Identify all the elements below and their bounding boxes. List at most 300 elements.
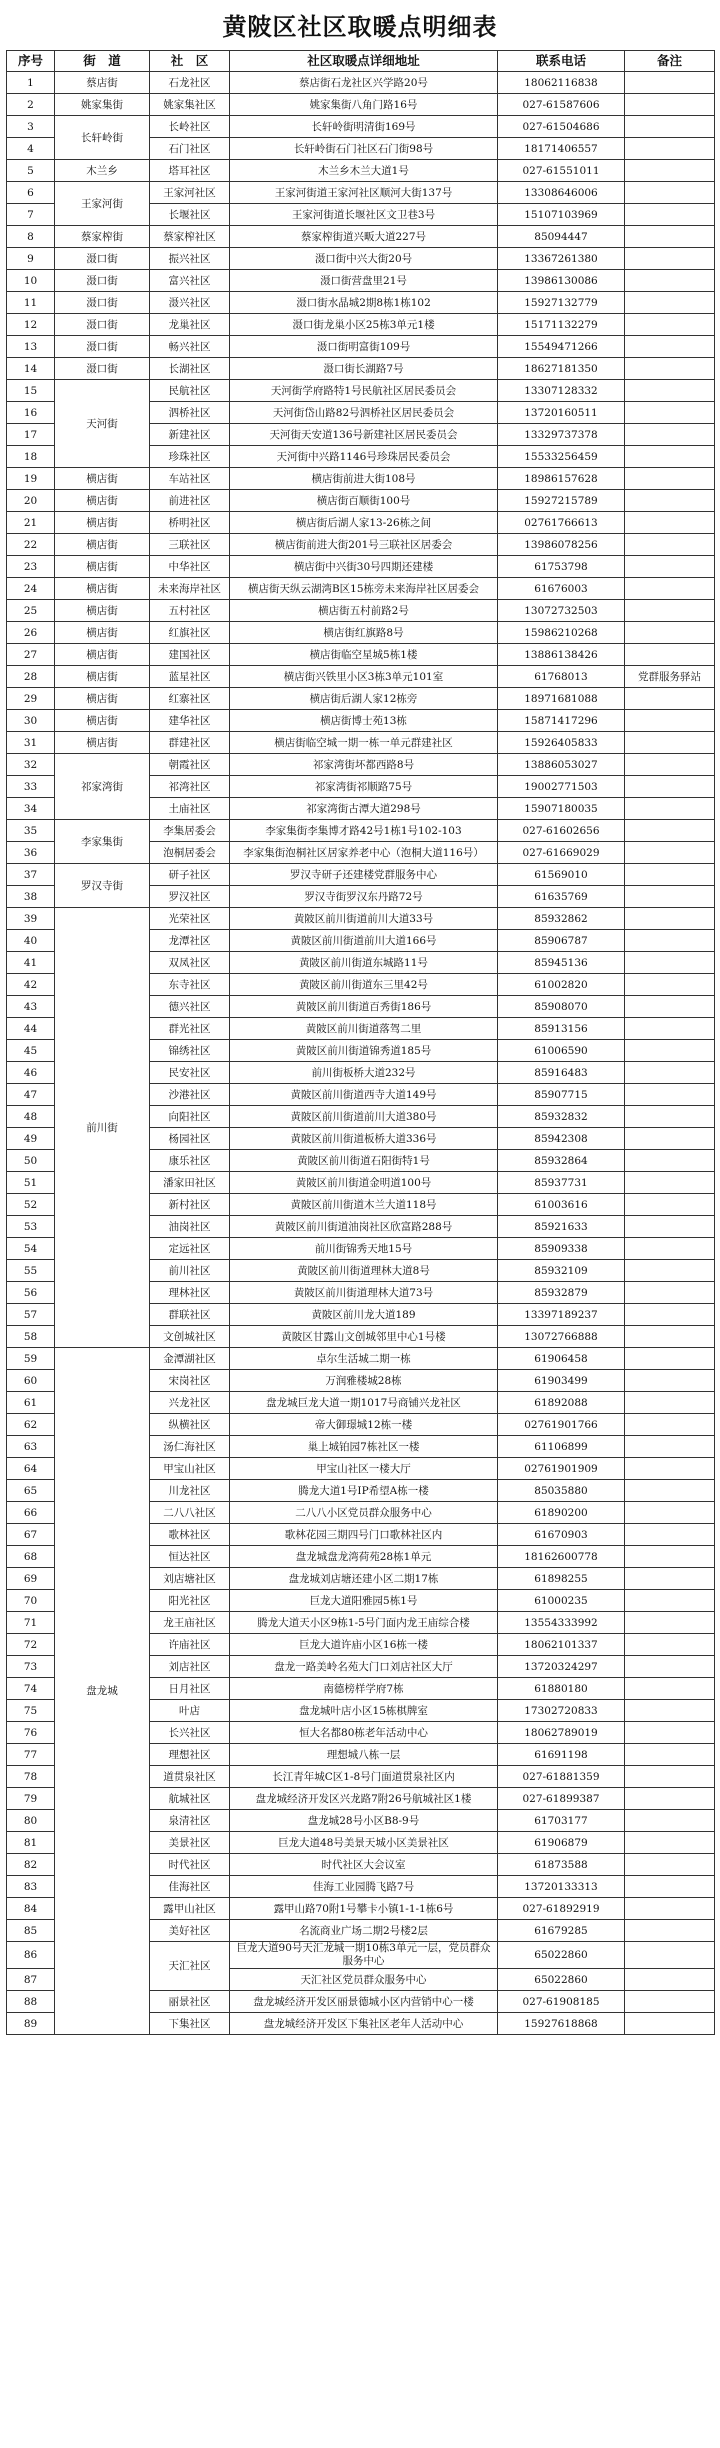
phone-cell: 85932832 [498,1106,625,1128]
note-cell [625,1458,715,1480]
note-cell [625,1304,715,1326]
row-number-cell: 46 [7,1062,55,1084]
table-row [7,468,715,490]
address-cell: 横店街临空星城5栋1楼 [230,644,498,666]
row-number-cell: 41 [7,952,55,974]
header-cell: 社 区 [150,51,230,72]
community-cell: 群建社区 [150,732,230,754]
community-cell: 王家河社区 [150,182,230,204]
note-cell [625,1546,715,1568]
header-cell: 联系电话 [498,51,625,72]
address-cell: 腾龙大道1号IP希望A栋一楼 [230,1480,498,1502]
community-cell: 文创城社区 [150,1326,230,1348]
address-cell: 甲宝山社区一楼大厅 [230,1458,498,1480]
phone-cell: 15927132779 [498,292,625,314]
address-cell: 盘龙城28号小区B8-9号 [230,1810,498,1832]
address-cell: 姚家集街八角门路16号 [230,94,498,116]
note-cell [625,1991,715,2013]
community-cell: 锦绣社区 [150,1040,230,1062]
row-number-cell: 84 [7,1898,55,1920]
address-cell: 盘龙城巨龙大道一期1017号商铺兴龙社区 [230,1392,498,1414]
row-number-cell: 87 [7,1969,55,1991]
note-cell [625,270,715,292]
phone-cell: 61106899 [498,1436,625,1458]
table-row [7,534,715,556]
community-cell: 恒达社区 [150,1546,230,1568]
phone-cell: 13986078256 [498,534,625,556]
note-cell [625,512,715,534]
row-number-cell: 27 [7,644,55,666]
table-row [7,490,715,512]
row-number-cell: 71 [7,1612,55,1634]
note-cell [625,820,715,842]
table-row [7,644,715,666]
street-cell: 横店街 [55,644,150,666]
phone-cell: 13886053027 [498,754,625,776]
phone-cell: 61890200 [498,1502,625,1524]
header-cell: 街 道 [55,51,150,72]
community-cell: 时代社区 [150,1854,230,1876]
street-cell: 木兰乡 [55,160,150,182]
row-number-cell: 63 [7,1436,55,1458]
address-cell: 横店街红旗路8号 [230,622,498,644]
row-number-cell: 65 [7,1480,55,1502]
community-cell: 汤仁海社区 [150,1436,230,1458]
community-cell: 日月社区 [150,1678,230,1700]
note-cell [625,336,715,358]
note-cell [625,952,715,974]
community-cell: 甲宝山社区 [150,1458,230,1480]
row-number-cell: 47 [7,1084,55,1106]
community-cell: 金潭湖社区 [150,1348,230,1370]
note-cell [625,402,715,424]
community-cell: 泡桐居委会 [150,842,230,864]
community-cell: 龙王庙社区 [150,1612,230,1634]
street-cell: 王家河街 [55,182,150,226]
community-cell: 美好社区 [150,1920,230,1942]
note-cell [625,1414,715,1436]
address-cell: 滠口街营盘里21号 [230,270,498,292]
community-cell: 理想社区 [150,1744,230,1766]
row-number-cell: 44 [7,1018,55,1040]
note-cell [625,1969,715,1991]
note-cell [625,842,715,864]
address-cell: 横店街百顺街100号 [230,490,498,512]
heating-points-table [6,50,715,2035]
address-cell: 滠口街长湖路7号 [230,358,498,380]
address-cell: 横店街前进大街108号 [230,468,498,490]
row-number-cell: 4 [7,138,55,160]
street-cell: 祁家湾街 [55,754,150,820]
note-cell [625,710,715,732]
note-cell [625,886,715,908]
row-number-cell: 21 [7,512,55,534]
address-cell: 李家集街李集博才路42号1栋1号102-103 [230,820,498,842]
community-cell: 沙港社区 [150,1084,230,1106]
note-cell [625,1898,715,1920]
address-cell: 罗汉寺街罗汉东丹路72号 [230,886,498,908]
address-cell: 黄陂区前川街道西寺大道149号 [230,1084,498,1106]
row-number-cell: 88 [7,1991,55,2013]
address-cell: 天河街中兴路1146号珍珠居民委员会 [230,446,498,468]
table-row [7,556,715,578]
note-cell [625,138,715,160]
note-cell [625,72,715,94]
community-cell: 五村社区 [150,600,230,622]
community-cell: 刘店社区 [150,1656,230,1678]
phone-cell: 85909338 [498,1238,625,1260]
note-cell [625,1766,715,1788]
community-cell: 祁湾社区 [150,776,230,798]
community-cell: 珍珠社区 [150,446,230,468]
table-row [7,94,715,116]
address-cell: 横店街五村前路2号 [230,600,498,622]
note-cell [625,1678,715,1700]
note-cell [625,798,715,820]
note-cell [625,688,715,710]
table-row [7,160,715,182]
note-cell [625,600,715,622]
row-number-cell: 60 [7,1370,55,1392]
phone-cell: 18627181350 [498,358,625,380]
address-cell: 长江青年城C区1-8号门面道贯泉社区内 [230,1766,498,1788]
note-cell [625,1172,715,1194]
community-cell: 前川社区 [150,1260,230,1282]
note-cell [625,1150,715,1172]
community-cell: 泉清社区 [150,1810,230,1832]
community-cell: 建华社区 [150,710,230,732]
note-cell [625,94,715,116]
phone-cell: 18062101337 [498,1634,625,1656]
phone-cell: 18062789019 [498,1722,625,1744]
row-number-cell: 17 [7,424,55,446]
table-row [7,270,715,292]
note-cell [625,534,715,556]
street-cell: 滠口街 [55,248,150,270]
row-number-cell: 32 [7,754,55,776]
note-cell [625,380,715,402]
phone-cell: 65022860 [498,1969,625,1991]
community-cell: 长湖社区 [150,358,230,380]
address-cell: 黄陂区前川街道理林大道8号 [230,1260,498,1282]
note-cell [625,908,715,930]
row-number-cell: 11 [7,292,55,314]
address-cell: 横店街前进大街201号三联社区居委会 [230,534,498,556]
community-cell: 塔耳社区 [150,160,230,182]
note-cell [625,1568,715,1590]
community-cell: 中华社区 [150,556,230,578]
row-number-cell: 6 [7,182,55,204]
row-number-cell: 55 [7,1260,55,1282]
note-cell [625,1040,715,1062]
address-cell: 滠口街中兴大街20号 [230,248,498,270]
table-row [7,908,715,930]
phone-cell: 18162600778 [498,1546,625,1568]
note-cell [625,226,715,248]
table-row [7,314,715,336]
phone-cell: 61906458 [498,1348,625,1370]
phone-cell: 61703177 [498,1810,625,1832]
note-cell [625,204,715,226]
community-cell: 畅兴社区 [150,336,230,358]
note-cell [625,116,715,138]
community-cell: 理林社区 [150,1282,230,1304]
table-header-row [7,51,715,72]
row-number-cell: 83 [7,1876,55,1898]
community-cell: 川龙社区 [150,1480,230,1502]
note-cell [625,1854,715,1876]
phone-cell: 85094447 [498,226,625,248]
phone-cell: 13720133313 [498,1876,625,1898]
address-cell: 卓尔生活城二期一栋 [230,1348,498,1370]
note-cell [625,1260,715,1282]
address-cell: 长轩岭街明清街169号 [230,116,498,138]
community-cell: 光荣社区 [150,908,230,930]
community-cell: 道贯泉社区 [150,1766,230,1788]
community-cell: 许庙社区 [150,1634,230,1656]
note-cell [625,644,715,666]
address-cell: 横店街中兴街30号四期还建楼 [230,556,498,578]
street-cell: 姚家集街 [55,94,150,116]
address-cell: 黄陂区前川街道金明道100号 [230,1172,498,1194]
street-cell: 横店街 [55,534,150,556]
community-cell: 红寨社区 [150,688,230,710]
note-cell [625,1788,715,1810]
row-number-cell: 58 [7,1326,55,1348]
address-cell: 天河街岱山路82号泗桥社区居民委员会 [230,402,498,424]
community-cell: 车站社区 [150,468,230,490]
street-cell: 横店街 [55,490,150,512]
row-number-cell: 12 [7,314,55,336]
row-number-cell: 22 [7,534,55,556]
table-body [7,72,715,2035]
phone-cell: 15927618868 [498,2013,625,2035]
street-cell: 蔡家榨街 [55,226,150,248]
note-cell [625,1106,715,1128]
phone-cell: 85937731 [498,1172,625,1194]
street-cell: 滠口街 [55,270,150,292]
table-row [7,754,715,776]
phone-cell: 02761901909 [498,1458,625,1480]
community-cell: 杨园社区 [150,1128,230,1150]
address-cell: 黄陂区前川街道木兰大道118号 [230,1194,498,1216]
row-number-cell: 8 [7,226,55,248]
community-cell: 群光社区 [150,1018,230,1040]
address-cell: 横店街天纵云湖湾B区15栋旁未来海岸社区居委会 [230,578,498,600]
phone-cell: 027-61908185 [498,1991,625,2013]
note-cell [625,1920,715,1942]
note-cell [625,622,715,644]
phone-cell: 15107103969 [498,204,625,226]
address-cell: 盘龙城经济开发区丽景德城小区内营销中心一楼 [230,1991,498,2013]
row-number-cell: 49 [7,1128,55,1150]
row-number-cell: 51 [7,1172,55,1194]
note-cell [625,1238,715,1260]
phone-cell: 61873588 [498,1854,625,1876]
row-number-cell: 31 [7,732,55,754]
address-cell: 前川街板桥大道232号 [230,1062,498,1084]
phone-cell: 85932862 [498,908,625,930]
row-number-cell: 89 [7,2013,55,2035]
address-cell: 黄陂区前川街道油岗社区欣富路288号 [230,1216,498,1238]
address-cell: 黄陂区前川街道前川大道380号 [230,1106,498,1128]
table-row [7,248,715,270]
phone-cell: 15927215789 [498,490,625,512]
note-cell [625,358,715,380]
address-cell: 黄陂区前川街道落驾二里 [230,1018,498,1040]
note-cell [625,314,715,336]
row-number-cell: 2 [7,94,55,116]
address-cell: 祁家湾街祁顺路75号 [230,776,498,798]
phone-cell: 85932109 [498,1260,625,1282]
community-cell: 三联社区 [150,534,230,556]
note-cell [625,1810,715,1832]
community-cell: 二八八社区 [150,1502,230,1524]
address-cell: 长轩岭街石门社区石门街98号 [230,138,498,160]
phone-cell: 61006590 [498,1040,625,1062]
address-cell: 祁家湾街古潭大道298号 [230,798,498,820]
address-cell: 巨龙大道许庙小区16栋一楼 [230,1634,498,1656]
street-cell: 横店街 [55,732,150,754]
address-cell: 黄陂区前川街道百秀街186号 [230,996,498,1018]
phone-cell: 15986210268 [498,622,625,644]
community-cell: 群联社区 [150,1304,230,1326]
street-cell: 滠口街 [55,292,150,314]
street-cell: 横店街 [55,600,150,622]
table-row [7,600,715,622]
row-number-cell: 42 [7,974,55,996]
street-cell: 滠口街 [55,358,150,380]
community-cell: 桥明社区 [150,512,230,534]
phone-cell: 13986130086 [498,270,625,292]
address-cell: 二八八小区党员群众服务中心 [230,1502,498,1524]
note-cell [625,1128,715,1150]
phone-cell: 18986157628 [498,468,625,490]
table-row [7,380,715,402]
phone-cell: 13367261380 [498,248,625,270]
address-cell: 天汇社区党员群众服务中心 [230,1969,498,1991]
address-cell: 露甲山路70附1号攀卡小镇1-1-1栋6号 [230,1898,498,1920]
row-number-cell: 5 [7,160,55,182]
row-number-cell: 24 [7,578,55,600]
address-cell: 恒大名都80栋老年活动中心 [230,1722,498,1744]
table-row [7,666,715,688]
address-cell: 腾龙大道天小区9栋1-5号门面内龙王庙综合楼 [230,1612,498,1634]
community-cell: 潘家田社区 [150,1172,230,1194]
address-cell: 前川街锦秀天地15号 [230,1238,498,1260]
community-cell: 未来海岸社区 [150,578,230,600]
phone-cell: 13308646006 [498,182,625,204]
phone-cell: 61635769 [498,886,625,908]
table-row [7,292,715,314]
address-cell: 滠口街水晶城2期8栋1栋102 [230,292,498,314]
note-cell [625,424,715,446]
community-cell: 德兴社区 [150,996,230,1018]
street-cell: 前川街 [55,908,150,1348]
note-cell [625,1502,715,1524]
row-number-cell: 7 [7,204,55,226]
street-cell: 横店街 [55,468,150,490]
phone-cell: 61892088 [498,1392,625,1414]
address-cell: 黄陂区前川街道理林大道73号 [230,1282,498,1304]
street-cell: 长轩岭街 [55,116,150,160]
row-number-cell: 38 [7,886,55,908]
community-cell: 露甲山社区 [150,1898,230,1920]
note-cell [625,490,715,512]
note-cell [625,1744,715,1766]
address-cell: 滠口街龙巢小区25栋3单元1楼 [230,314,498,336]
phone-cell: 18062116838 [498,72,625,94]
row-number-cell: 23 [7,556,55,578]
row-number-cell: 67 [7,1524,55,1546]
address-cell: 蔡家榨街道兴畈大道227号 [230,226,498,248]
community-cell: 油岗社区 [150,1216,230,1238]
community-cell: 富兴社区 [150,270,230,292]
address-cell: 横店街后湖人家12栋旁 [230,688,498,710]
community-cell: 泗桥社区 [150,402,230,424]
row-number-cell: 77 [7,1744,55,1766]
address-cell: 时代社区大会议室 [230,1854,498,1876]
phone-cell: 02761766613 [498,512,625,534]
phone-cell: 18171406557 [498,138,625,160]
community-cell: 石龙社区 [150,72,230,94]
street-cell: 罗汉寺街 [55,864,150,908]
note-cell [625,1194,715,1216]
note-cell [625,578,715,600]
note-cell: 党群服务驿站 [625,666,715,688]
note-cell [625,1018,715,1040]
address-cell: 黄陂区前川街道前川大道166号 [230,930,498,952]
row-number-cell: 70 [7,1590,55,1612]
community-cell: 长兴社区 [150,1722,230,1744]
community-cell: 滠兴社区 [150,292,230,314]
community-cell: 龙潭社区 [150,930,230,952]
phone-cell: 85035880 [498,1480,625,1502]
street-cell: 滠口街 [55,314,150,336]
phone-cell: 85932879 [498,1282,625,1304]
row-number-cell: 28 [7,666,55,688]
row-number-cell: 16 [7,402,55,424]
phone-cell: 85916483 [498,1062,625,1084]
community-cell: 天汇社区 [150,1942,230,1991]
address-cell: 横店街兴铁里小区3栋3单元101室 [230,666,498,688]
note-cell [625,292,715,314]
community-cell: 长岭社区 [150,116,230,138]
phone-cell: 61000235 [498,1590,625,1612]
community-cell: 新建社区 [150,424,230,446]
phone-cell: 85921633 [498,1216,625,1238]
street-cell: 横店街 [55,666,150,688]
community-cell: 美景社区 [150,1832,230,1854]
community-cell: 刘店塘社区 [150,1568,230,1590]
note-cell [625,1700,715,1722]
note-cell [625,1062,715,1084]
row-number-cell: 15 [7,380,55,402]
community-cell: 纵横社区 [150,1414,230,1436]
phone-cell: 13307128332 [498,380,625,402]
community-cell: 石门社区 [150,138,230,160]
phone-cell: 61670903 [498,1524,625,1546]
community-cell: 民安社区 [150,1062,230,1084]
row-number-cell: 80 [7,1810,55,1832]
phone-cell: 85913156 [498,1018,625,1040]
table-row [7,336,715,358]
phone-cell: 61569010 [498,864,625,886]
header-cell: 备注 [625,51,715,72]
community-cell: 兴龙社区 [150,1392,230,1414]
address-cell: 蔡店街石龙社区兴学路20号 [230,72,498,94]
phone-cell: 15533256459 [498,446,625,468]
